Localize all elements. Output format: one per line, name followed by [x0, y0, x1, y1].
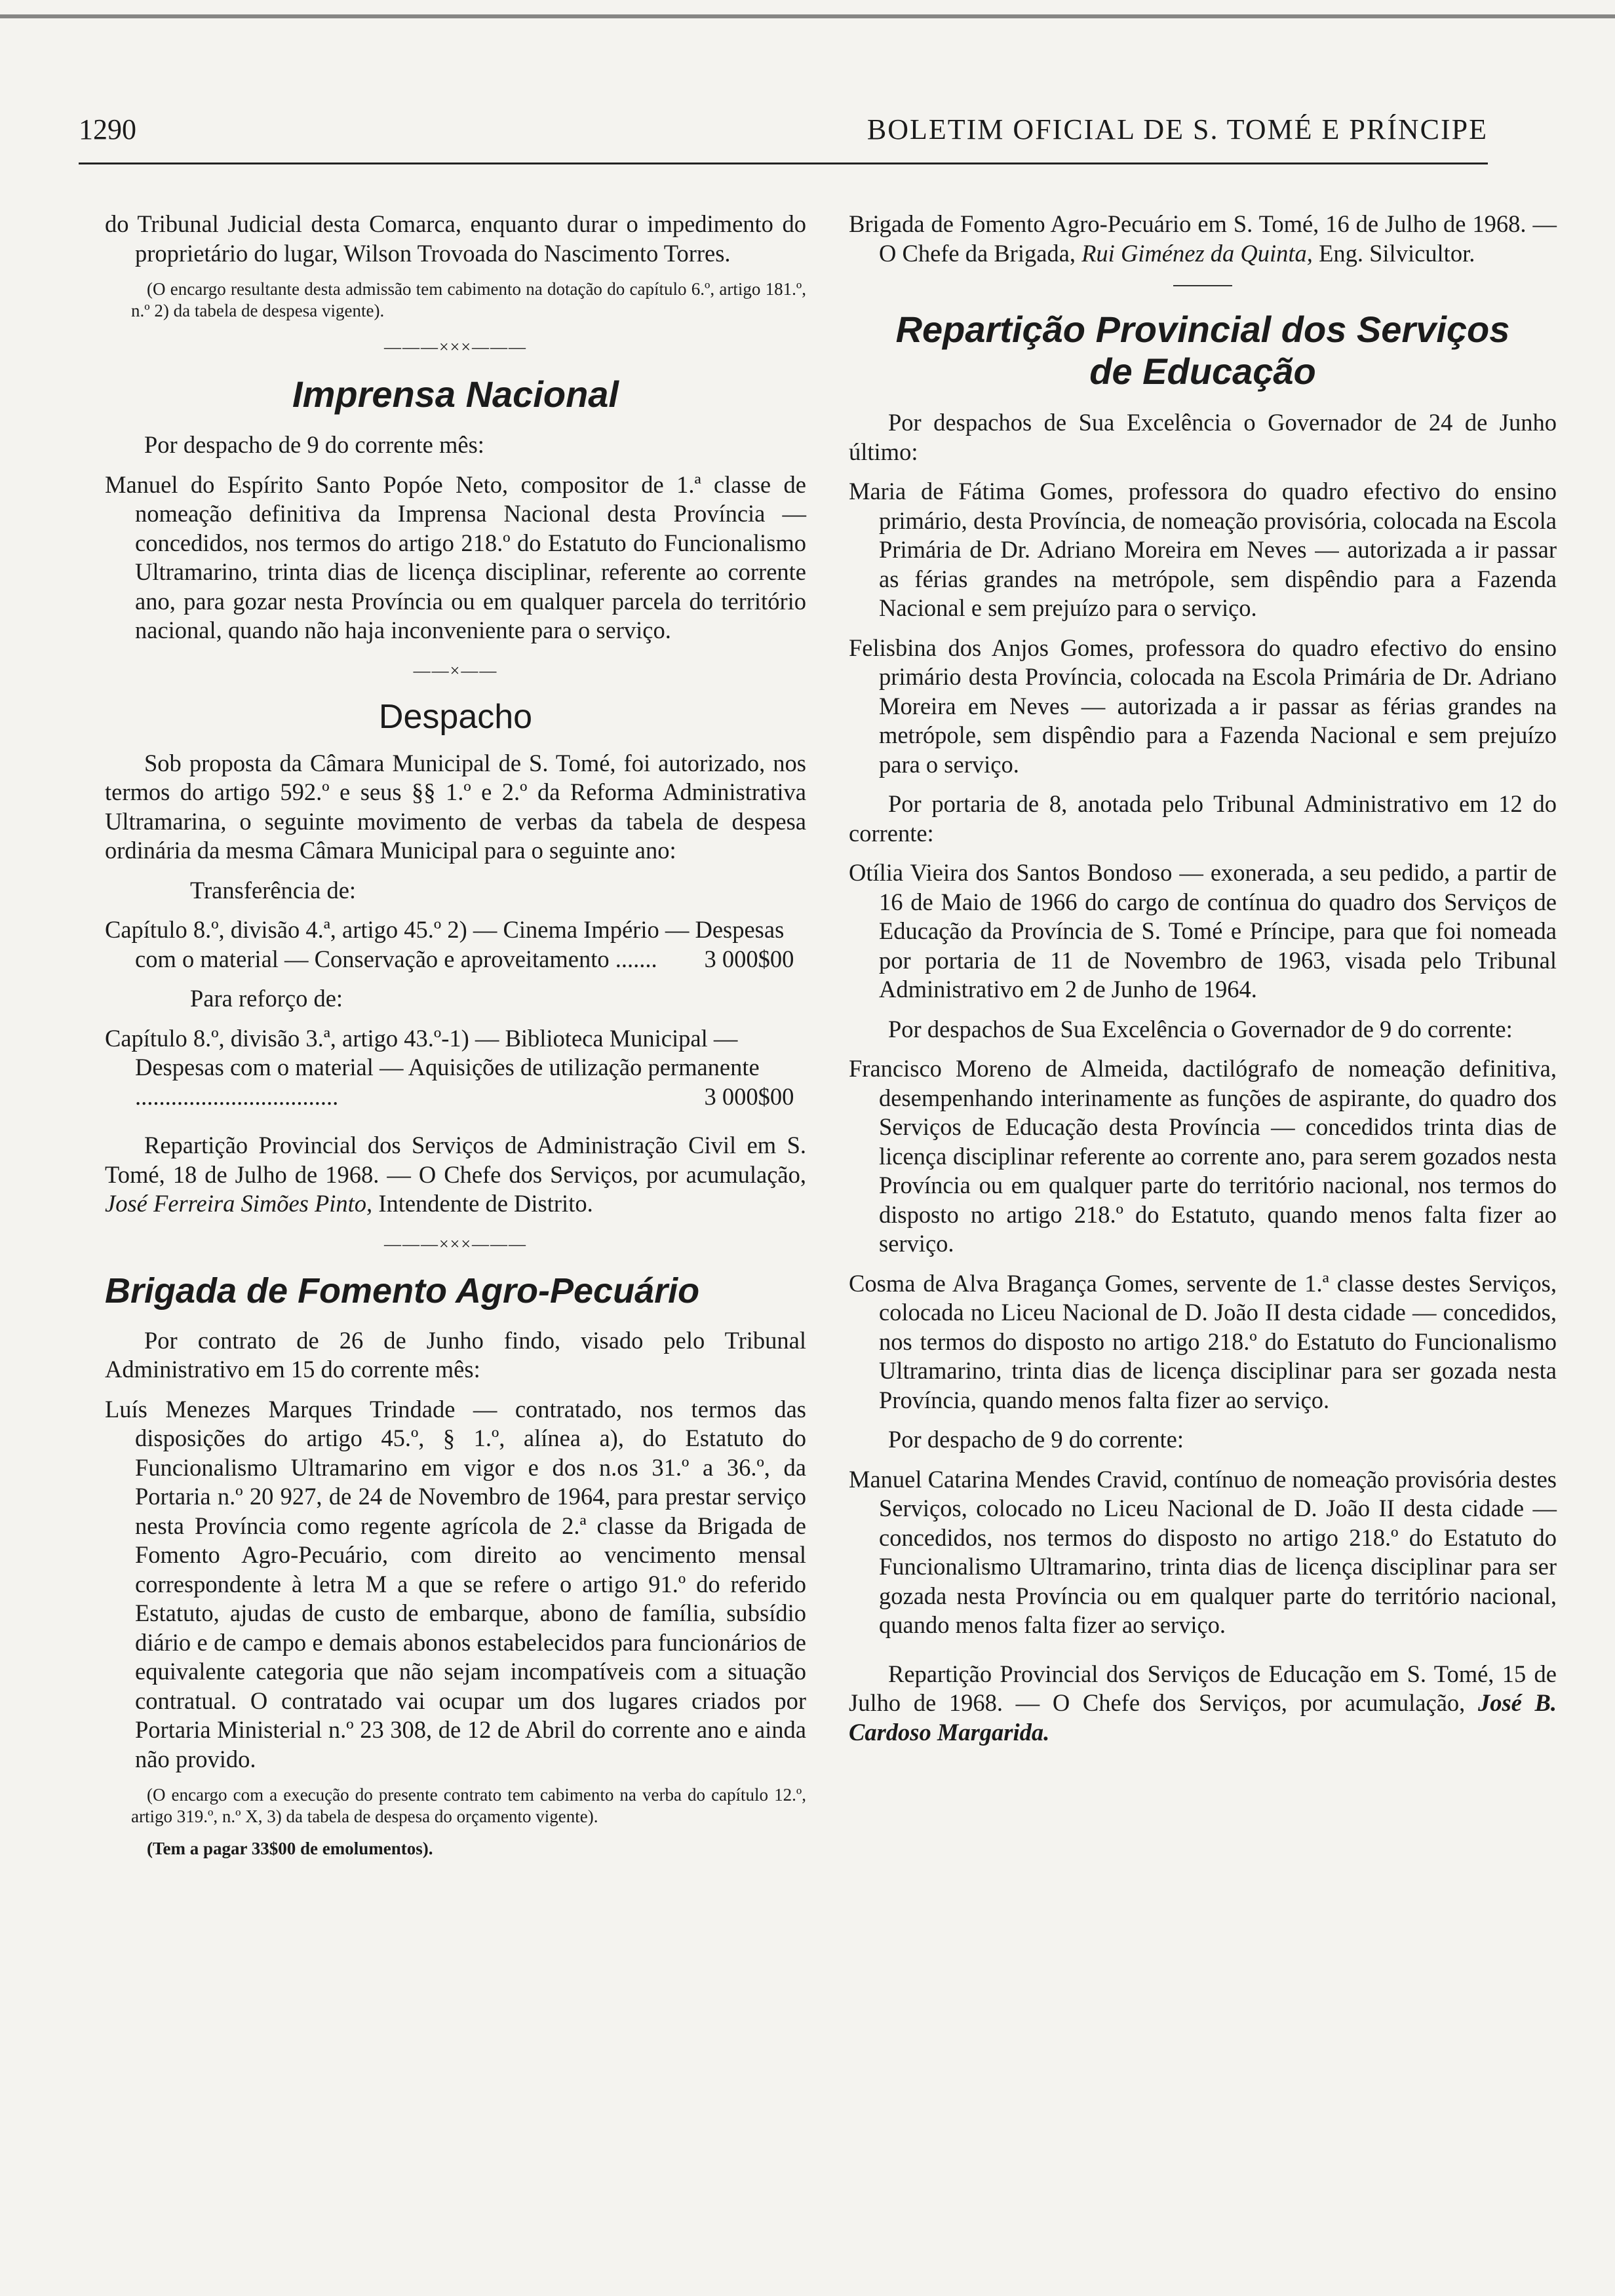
brigada-lead: Por contrato de 26 de Junho findo, visado pelo Tribunal Administrativo em 15 do corrente mês:	[105, 1326, 806, 1383]
brigada-sign-text: Brigada de Fomento Agro-Pecuário em S. Tomé, 16 de Julho de 1968. — O Chefe da Brigada,	[849, 210, 1557, 267]
educ-entry-3: Otília Vieira dos Santos Bondoso — exonerada, a seu pedido, a partir de 16 de Maio de 1966 do cargo de contínua do quadro dos Serviços de Educação da Província de S. Tomé e Príncipe, para que foi nomeada por portaria de 11 de Novembro de 1963, visada pelo Tribunal Administrativo em 2 de Junho de 1964.	[849, 859, 1557, 1003]
brigada-fee: (Tem a pagar 33$00 de emolumentos).	[147, 1839, 433, 1858]
transfer-label: Transferência de:	[190, 876, 357, 904]
educ-lead-3: Por despachos de Sua Excelência o Governador de 9 do corrente:	[888, 1015, 1513, 1043]
imprensa-lead: Por despacho de 9 do corrente mês:	[144, 431, 484, 458]
intro-note: (O encargo resultante desta admissão tem cabimento na dotação do capítulo 6.º, artigo 181.º, n.º 2) da tabela de despesa vigente).	[131, 279, 806, 320]
brigada-note: (O encargo com a execução do presente contrato tem cabimento na verba do capítulo 12.º, artigo 319.º, n.º X, 3) da tabela de despesa do orçamento vigente).	[131, 1785, 806, 1826]
reforco-item-block	[105, 1024, 806, 1112]
section-title-educacao	[849, 309, 1557, 392]
reforco-label: Para reforço de:	[190, 985, 343, 1012]
educ-lead-1: Por despachos de Sua Excelência o Governador de 24 de Junho último:	[849, 409, 1557, 465]
header-rule	[79, 163, 1488, 164]
educ-entry-2: Felisbina dos Anjos Gomes, professora do quadro efectivo do ensino primário desta Província, colocada na Escola Primária de Dr. Adriano Moreira em Neves — autorizada a ir passar as férias grandes na metrópole, sem dispêndio para a Fazenda Nacional e sem prejuízo para o serviço.	[849, 634, 1557, 778]
page-header	[79, 113, 1488, 152]
admin-signer: José Ferreira Simões Pinto,	[105, 1190, 373, 1217]
educ-signer: José B. Cardoso Margarida.	[849, 1689, 1557, 1746]
reforco-dots: ..................................	[135, 1082, 339, 1110]
educ-lead-4: Por despacho de 9 do corrente:	[888, 1426, 1184, 1453]
educ-entry-4: Francisco Moreno de Almeida, dactilógrafo de nomeação definitiva, desempenhando interinamente as funções de aspirante, do quadro dos Serviços de Educação desta Província — concedidos trinta dias de licença disciplinar referente ao corrente ano, para serem gozados nesta Província ou em qualquer parte do território nacional, nos termos do disposto no artigo 218.º do Estatuto, quando menos falta fizer ao serviço.	[849, 1055, 1557, 1257]
admin-sign-text: Repartição Provincial dos Serviços de Administração Civil em S. Tomé, 18 de Julho de 1968. — O Chefe dos Serviços, por acumulação,	[105, 1132, 806, 1188]
section-title-educacao-line2: de Educação	[1089, 351, 1316, 392]
left-column	[105, 210, 806, 1860]
educ-entry-6: Manuel Catarina Mendes Cravid, contínuo de nomeação provisória destes Serviços, colocado no Liceu Nacional de D. João II desta cidade — concedidos, nos termos do disposto no artigo 218.º do Estatuto do Funcionalismo Ultramarino, trinta dias de licença disciplinar para ser gozada nesta Província ou em qualquer parte do território nacional, quando menos falta fizer ao serviço.	[849, 1465, 1557, 1638]
scan-top-edge	[0, 0, 1615, 18]
brigada-signer: Rui Giménez da Quinta,	[1081, 239, 1313, 267]
educ-lead-2: Por portaria de 8, anotada pelo Tribunal Administrativo em 12 do corrente:	[849, 790, 1557, 847]
section-title-imprensa: Imprensa Nacional	[292, 373, 619, 415]
transfer-dots: .......	[615, 945, 657, 972]
section-title-educacao-line1: Repartição Provincial dos Serviços	[895, 309, 1510, 350]
separator: ——×——	[413, 660, 498, 680]
transfer-item-block	[105, 915, 806, 974]
separator: ———×××———	[384, 1234, 527, 1253]
brigada-role: Eng. Silvicultor.	[1319, 239, 1475, 267]
intro-text: do Tribunal Judicial desta Comarca, enquanto durar o impedimento do proprietário do lugar, Wilson Trovoada do Nascimento Torres.	[105, 210, 806, 267]
reforco-item: Capítulo 8.º, divisão 3.ª, artigo 43.º-1) — Biblioteca Municipal — Despesas com o material — Aquisições de utilização permanente	[105, 1024, 760, 1081]
admin-role: Intendente de Distrito.	[378, 1190, 593, 1217]
brigada-body: Luís Menezes Marques Trindade — contratado, nos termos das disposições do artigo 45.º, § 1.º, alínea a), do Estatuto do Funcionalismo Ultramarino em vigor e dos n.os 31.º a 36.º, da Portaria n.º 20 927, de 24 de Novembro de 1964, para prestar serviço nesta Província como regente agrícola de 2.ª classe da Brigada de Fomento Agro-Pecuário, com direito ao vencimento mensal correspondente à letra M a que se refere o artigo 91.º do referido Estatuto, ajudas de custo de embarque, abono de família, subsídio diário e de campo e demais abonos estabelecidos para funcionários de equivalente categoria que não sejam incompatíveis com a situação contratual. O contratado vai ocupar um dos lugares criados por Portaria Ministerial n.º 23 308, de 12 de Abril do corrente ano e ainda não provido.	[105, 1395, 806, 1772]
educ-entry-1: Maria de Fátima Gomes, professora do quadro efectivo do ensino primário, desta Província, de nomeação provisória, colocada na Escola Primária de Dr. Adriano Moreira em Neves — autorizada a ir passar as férias grandes na metrópole, sem dispêndio para a Fazenda Nacional e sem prejuízo para o serviço.	[849, 478, 1557, 621]
section-title-brigada: Brigada de Fomento Agro-Pecuário	[105, 1271, 700, 1311]
educ-sign-text: Repartição Provincial dos Serviços de Educação em S. Tomé, 15 de Julho de 1968. — O Chefe dos Serviços, por acumulação,	[849, 1660, 1557, 1716]
separator-line	[1173, 285, 1232, 286]
transfer-amount: 3 000$00	[704, 945, 794, 972]
educ-signature	[849, 1660, 1557, 1748]
section-title-despacho: Despacho	[378, 697, 533, 736]
transfer-item: Capítulo 8.º, divisão 4.ª, artigo 45.º 2) — Cinema Império — Despesas com o material — Conservação e aproveitamento	[105, 916, 785, 972]
educ-entry-5: Cosma de Alva Bragança Gomes, servente de 1.ª classe destes Serviços, colocada no Liceu Nacional de D. João II desta cidade — concedidos, nos termos do disposto no artigo 218.º do Estatuto do Funcionalismo Ultramarino, trinta dias de licença disciplinar para ser gozada nesta Província, quando menos falta fizer ao serviço.	[849, 1269, 1557, 1413]
journal-title: BOLETIM OFICIAL DE S. TOMÉ E PRÍNCIPE	[866, 113, 1488, 145]
separator: ———×××———	[384, 337, 527, 356]
admin-signature	[105, 1131, 806, 1219]
imprensa-body: Manuel do Espírito Santo Popóe Neto, compositor de 1.ª classe de nomeação definitiva da Imprensa Nacional desta Província — concedidos, nos termos do artigo 218.º do Estatuto do Funcionalismo Ultramarino, trinta dias de licença disciplinar, referente ao corrente ano, para gozar nesta Província ou em qualquer parcela do território nacional, quando não haja inconveniente para o serviço.	[105, 470, 806, 643]
reforco-amount: 3 000$00	[704, 1082, 794, 1110]
brigada-signature	[849, 210, 1557, 268]
right-column	[849, 210, 1557, 1747]
despacho-body: Sob proposta da Câmara Municipal de S. Tomé, foi autorizado, nos termos do artigo 592.º e seus §§ 1.º e 2.º da Reforma Administrativa Ultramarina, o seguinte movimento de verbas da tabela de despesa ordinária da mesma Câmara Municipal para o seguinte ano:	[105, 749, 806, 864]
page-number: 1290	[79, 113, 136, 145]
